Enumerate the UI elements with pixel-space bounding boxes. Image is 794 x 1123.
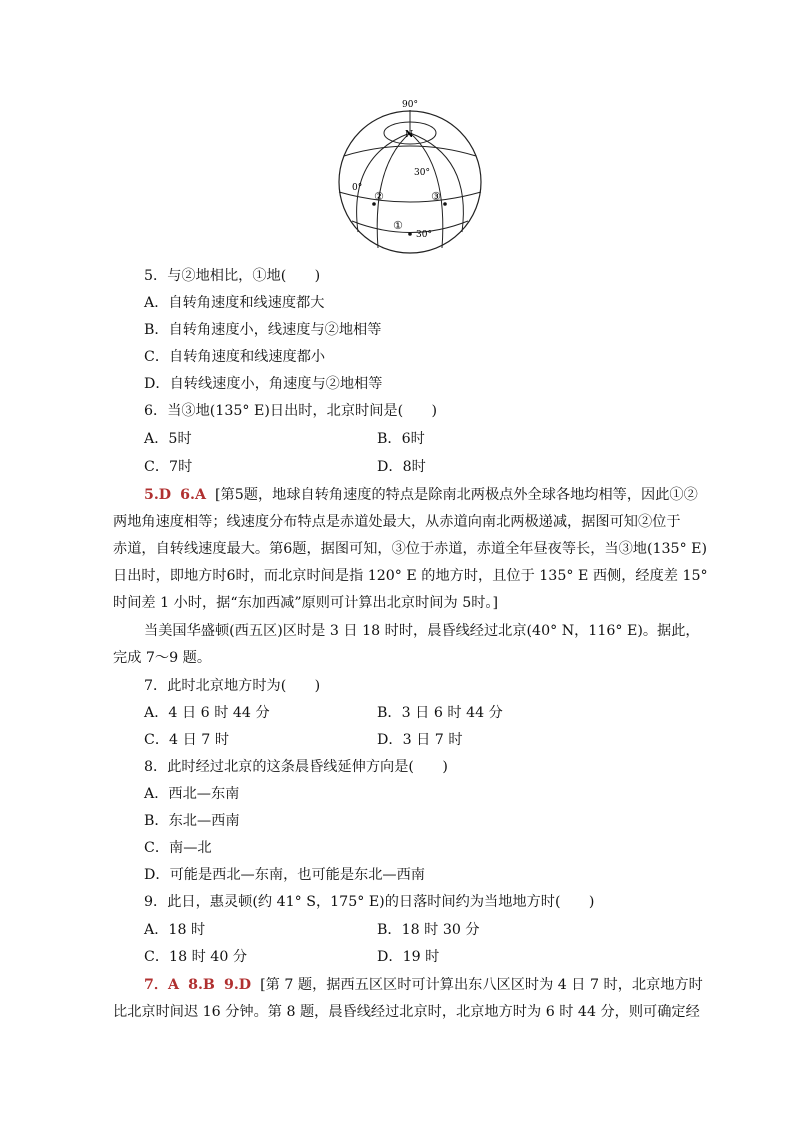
question-6-option-a: A．5时 <box>144 431 192 447</box>
question-9-stem: 9．此日，惠灵顿(约 41° S，175° E)的日落时间约为当地地方时( ) <box>144 894 595 910</box>
question-7-option-d: D．3 日 7 时 <box>377 732 463 748</box>
question-5-option-b: B．自转角速度小，线速度与②地相等 <box>144 322 382 338</box>
question-5-option-d: D．自转线速度小，角速度与②地相等 <box>144 376 383 392</box>
label-90: 90° <box>402 100 418 110</box>
latitude-line-south <box>352 221 468 233</box>
question-6-option-c: C．7时 <box>144 459 193 475</box>
label-point-2: ② <box>374 190 384 203</box>
answer-5-6-line-2: 两地角速度相等；线速度分布特点是赤道处最大，从赤道向南北两极递减，据图可知②位于 <box>113 514 681 530</box>
answer-5-6-line-4: 日出时，即地方时6时，而北京时间是指 120° E 的地方时，且位于 135° E 西侧，经度差 15° <box>113 568 708 584</box>
question-8-option-d: D．可能是西北—东南，也可能是东北—西南 <box>144 867 425 883</box>
label-30-top: 30° <box>414 168 430 178</box>
intro-line-2: 完成 7～9 题。 <box>113 650 212 666</box>
answer-5-6-line-5: 时间差 1 小时，据“东加西减”原则可计算出北京时间为 5时。] <box>113 595 499 611</box>
answer-text: [第5题，地球自转角速度的特点是除南北两极点外全球各地均相等，因此①② <box>215 487 698 503</box>
question-8-option-b: B．东北—西南 <box>144 813 240 829</box>
point-1 <box>408 232 412 236</box>
label-point-1: ① <box>393 219 403 232</box>
question-8-option-a: A．西北—东南 <box>144 786 240 802</box>
label-point-3: ③ <box>431 190 441 203</box>
answer-text: [第 7 题，据西五区区时可计算出东八区区时为 4 日 7 时，北京地方时 <box>260 977 703 993</box>
question-5-option-c: C．自转角速度和线速度都小 <box>144 349 326 365</box>
globe-figure <box>330 96 490 256</box>
answer-7-9-line-2: 比北京时间迟 16 分钟。第 8 题，晨昏线经过北京时，北京地方时为 6 时 44 分，则可确定经 <box>113 1004 700 1020</box>
question-6-option-b: B．6时 <box>377 431 425 447</box>
question-7-stem: 7．此时北京地方时为( ) <box>144 678 321 694</box>
answer-key-7: 7．A <box>144 977 180 993</box>
question-6-stem: 6．当③地(135° E)日出时，北京时间是( ) <box>144 403 438 419</box>
question-7-option-c: C．4 日 7 时 <box>144 732 230 748</box>
question-7-option-a: A．4 日 6 时 44 分 <box>144 705 270 721</box>
question-8-option-c: C．南—北 <box>144 840 212 856</box>
question-8-stem: 8．此时经过北京的这条晨昏线延伸方向是( ) <box>144 759 448 775</box>
question-7-option-b: B．3 日 6 时 44 分 <box>377 705 503 721</box>
question-6-option-d: D．8时 <box>377 459 426 475</box>
question-9-option-c: C．18 时 40 分 <box>144 949 248 965</box>
answer-key-5: 5.D <box>144 487 172 503</box>
answer-key-6: 6.A <box>180 487 206 503</box>
label-30-bottom: 30° <box>416 230 432 240</box>
meridian-far-left <box>357 133 410 232</box>
question-9-option-b: B．18 时 30 分 <box>377 922 480 938</box>
answer-key-8: 8.B <box>188 977 215 993</box>
question-9-option-a: A．18 时 <box>144 922 206 938</box>
question-5-stem: 5．与②地相比，①地( ) <box>144 268 321 284</box>
answer-5-6-line-3: 赤道，自转线速度最大。第6题，据图可知，③位于赤道，赤道全年昼夜等长，当③地(135° E) <box>113 541 708 557</box>
label-north: N <box>405 130 414 140</box>
answer-5-6-line-1 <box>144 485 698 505</box>
question-9-option-d: D．19 时 <box>377 949 440 965</box>
answer-key-9: 9.D <box>223 977 252 993</box>
answer-7-9-line-1 <box>144 975 703 995</box>
latitude-line-equator <box>339 192 481 202</box>
label-0: 0° <box>352 183 363 193</box>
point-3 <box>443 202 447 206</box>
meridian-far-right <box>410 133 463 232</box>
question-5-option-a: A．自转角速度和线速度都大 <box>144 295 325 311</box>
latitude-line-north <box>344 146 476 156</box>
intro-line-1: 当美国华盛顿(西五区)区时是 3 日 18 时时，晨昏线经过北京(40° N，116° E)。据此， <box>144 623 700 639</box>
